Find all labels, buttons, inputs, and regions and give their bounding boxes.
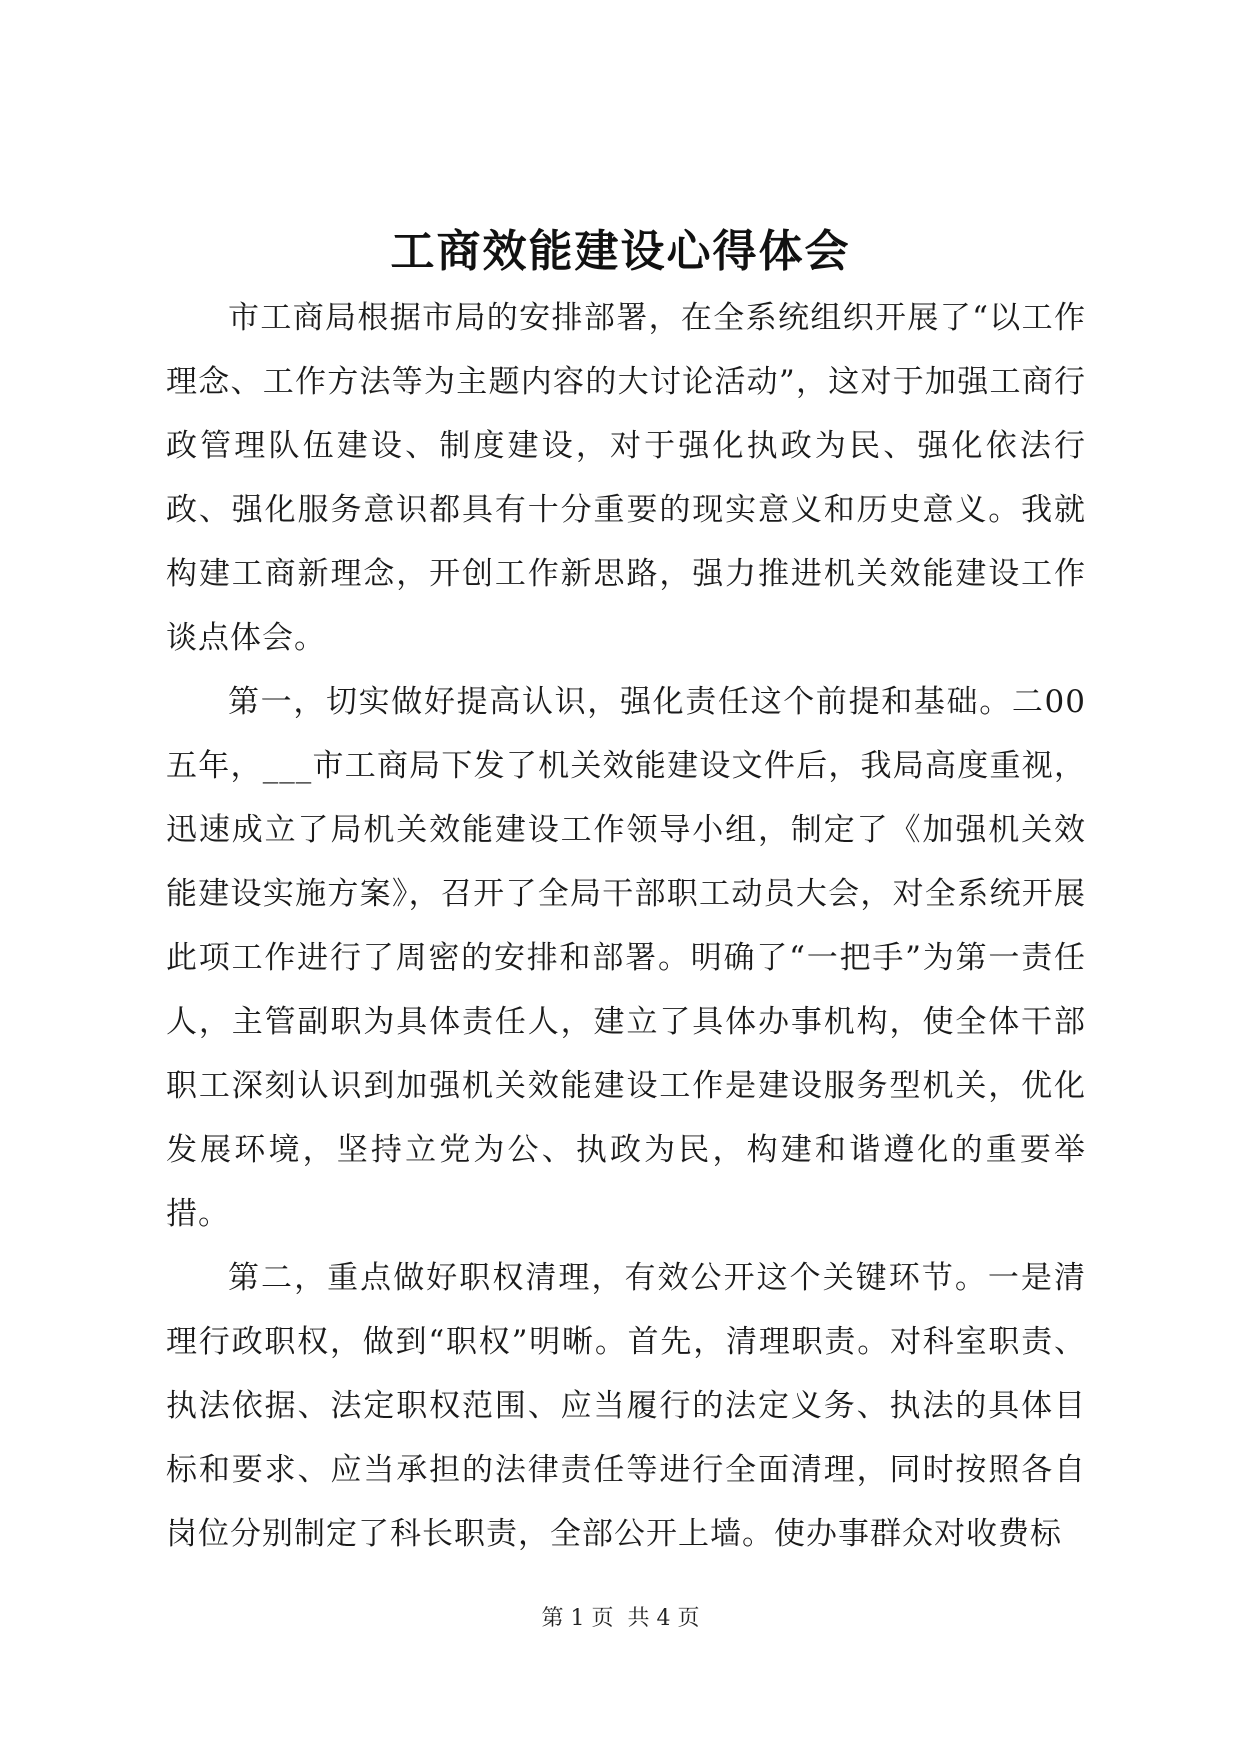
- page-footer: [0, 1604, 1241, 1634]
- page-total: 共 4 页: [627, 1606, 700, 1631]
- paragraph-second-point: 第二，重点做好职权清理，有效公开这个关键环节。一是清理行政职权，做到“职权”明晰。首先，清理职责。对科室职责、执法依据、法定职权范围、应当履行的法定义务、执法的具体目标和要求、应当承担的法律责任等进行全面清理，同时按照各自岗位分别制定了科长职责，全部公开上墙。使办事群众对收费标: [166, 1260, 1086, 1552]
- paragraph-first-point: 第一，切实做好提高认识，强化责任这个前提和基础。二00五年，___市工商局下发了机关效能建设文件后，我局高度重视，迅速成立了局机关效能建设工作领导小组，制定了《加强机关效能建设实施方案》，召开了全局干部职工动员大会，对全系统开展此项工作进行了周密的安排和部署。明确了“一把手”为第一责任人，主管副职为具体责任人，建立了具体办事机构，使全体干部职工深刻认识到加强机关效能建设工作是建设服务型机关，优化发展环境，坚持立党为公、执政为民，构建和谐遵化的重要举措。: [166, 684, 1086, 1232]
- document-body: [166, 286, 1086, 1566]
- document-title: 工商效能建设心得体会: [390, 226, 851, 277]
- paragraph-intro: 市工商局根据市局的安排部署，在全系统组织开展了“以工作理念、工作方法等为主题内容的大讨论活动”，这对于加强工商行政管理队伍建设、制度建设，对于强化执政为民、强化依法行政、强化服务意识都具有十分重要的现实意义和历史意义。我就构建工商新理念，开创工作新思路，强力推进机关效能建设工作谈点体会。: [166, 300, 1086, 656]
- page-number: 第 1 页: [541, 1606, 614, 1631]
